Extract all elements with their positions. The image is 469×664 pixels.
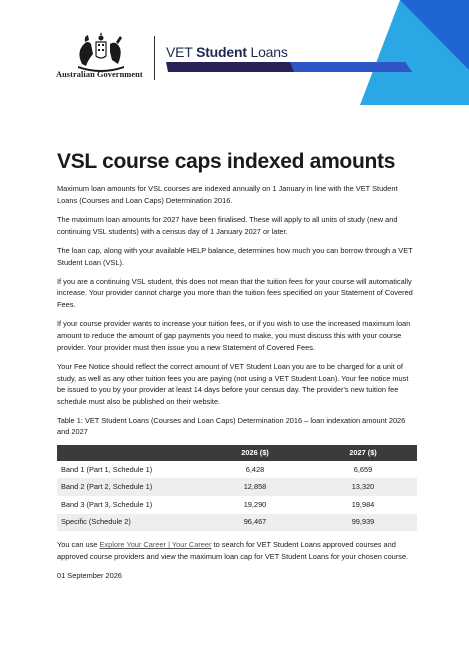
footer-text-before-link: You can use [57,540,100,550]
row-label: Band 2 (Part 2, Schedule 1) [57,478,201,496]
value-2026: 96,467 [201,514,309,532]
paragraph: Your Fee Notice should reflect the correct amount of VET Student Loan you are to be charged for a unit of study, as well as any other tuition fees you are paying (not using a VET Student Loan). Your fee notice must be issued to you by your provider at least 14 days before your census day. The provider's new tuition fee schedule must also be published on their website. [57,361,409,407]
main-content [57,183,417,589]
value-2026: 19,290 [243,499,267,509]
publication-date: 01 September 2026 [57,571,122,581]
value-2026: 6,428 [245,464,265,474]
brand-prefix: VET [166,44,197,60]
header-divider [154,36,155,80]
vet-student-loans-logo [166,44,288,60]
brand-blue-stripe [290,62,412,72]
paragraph: The loan cap, along with your available HELP balance, determines how much you can borrow through a VET Student Loan (VSL). [57,245,413,267]
paragraph: If you are a continuing VSL student, this does not mean that the tuition fees for your course will automatically increase. Your provider cannot charge you more than the tuition fees specified on your Statement of Covered Fees. [57,276,413,310]
row-label: Band 1 (Part 1, Schedule 1) [61,464,153,474]
value-2027: 6,659 [353,464,373,474]
row-label: Specific (Schedule 2) [57,514,201,532]
row-label: Band 3 (Part 3, Schedule 1) [61,499,153,509]
value-2027: 19,984 [351,499,375,509]
paragraph: The maximum loan amounts for 2027 have been finalised. These will apply to all units of study (new and continuing VSL students) with a census day of 1 January 2027 or later. [57,214,398,236]
footer-paragraph [57,539,417,562]
table-row [57,461,417,479]
value-2026: 12,858 [201,478,309,496]
page-header [0,0,469,105]
brand-suffix: Loans [246,44,288,60]
header-cell-label [57,445,201,461]
table-row [57,496,417,514]
table-caption: Table 1: VET Student Loans (Courses and Loan Caps) Determination 2016 – loan indexation amount 2026 and 2027 [57,416,406,437]
value-2027: 13,320 [309,478,417,496]
page-title: VSL course caps indexed amounts [57,150,396,173]
table-row [57,514,417,532]
explore-your-career-link[interactable]: Explore Your Career | Your Career [99,540,212,550]
paragraph: If your course provider wants to increase your tuition fees, or if you wish to use the increased maximum loan amount to reduce the amount of gap payments you need to make, you must discuss this with your course provider. Your provider must then issue you a new Statement of Covered Fees. [57,319,411,352]
government-wordmark: Australian Government [56,70,143,79]
footer-text-after-link: to search for VET Student Loans approved courses and approved course providers and view the maximum loan cap for VET Student Loans for your chosen course. [57,540,409,561]
value-2027: 99,939 [309,514,417,532]
table-header-row [57,445,417,461]
header-cell-2026: 2026 ($) [201,445,309,461]
header-cell-2027: 2027 ($) [309,445,417,461]
paragraph: Maximum loan amounts for VSL courses are indexed annually on 1 January in line with the VET Student Loans (Courses and Loan Caps) Determination 2016. [57,184,398,205]
brand-bold: Student [196,44,247,60]
table-row [57,478,417,496]
loan-indexation-table [57,445,417,531]
